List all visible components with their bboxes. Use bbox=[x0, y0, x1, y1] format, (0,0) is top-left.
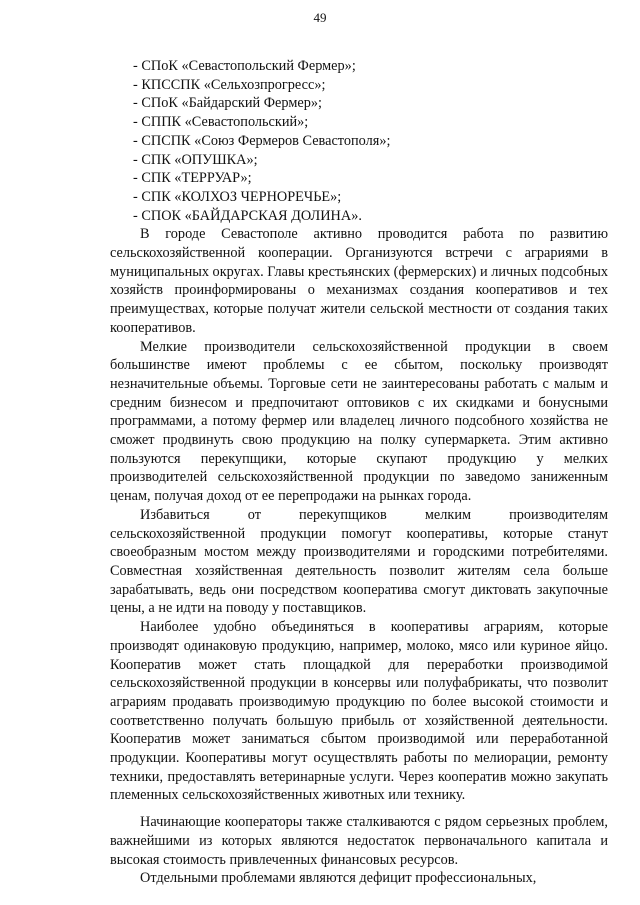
paragraph-other-problems: Отдельными проблемами являются дефицит профессиональных, bbox=[140, 870, 537, 887]
list-item: - СПК «ОПУШКА»; bbox=[133, 151, 258, 168]
list-item: - СПОК «БАЙДАРСКАЯ ДОЛИНА». bbox=[133, 207, 362, 224]
paragraph-sevastopol-work: В городе Севастополе активно проводится работа по развитию сельскохозяйственной кооперации. Организуются встречи с аграриями в муниципальных округах. Главы крестьянских (фермерских) и личных подсобных хозяйств проинформированы о механизмах создания кооперативов и тех преимуществах, которые получат жители сельской местности от создания таких кооперативов. bbox=[110, 226, 608, 336]
page-content bbox=[110, 57, 608, 888]
list-item: - СПК «КОЛХОЗ ЧЕРНОРЕЧЬЕ»; bbox=[133, 188, 342, 205]
list-item: - СПоК «Севастопольский Фермер»; bbox=[133, 58, 356, 74]
page-number: 49 bbox=[313, 10, 327, 25]
list-item: - СПК «ТЕРРУАР»; bbox=[133, 170, 252, 187]
list-item: - СПСПК «Союз Фермеров Севастополя»; bbox=[133, 132, 391, 149]
paragraph-beginner-problems: Начинающие кооператоры также сталкиваются с рядом серьезных проблем, важнейшими из которых являются недостаток первоначального капитала и высокая стоимость привлеченных финансовых ресурсов. bbox=[110, 814, 608, 868]
paragraph-resellers: Избавиться от перекупщиков мелким производителям сельскохозяйственной продукции помогут кооперативы, которые станут своеобразным мостом между производителями и городскими потребителями. Совместная хозяйственная деятельность позволит жителям села больше зарабатывать, ведь они посредством кооператива смогут диктовать закупочные цены, а не идти на поводу у поставщиков. bbox=[110, 506, 608, 617]
list-item: - КПССПК «Сельхозпрогресс»; bbox=[133, 76, 326, 93]
list-item: - СППК «Севастопольский»; bbox=[133, 114, 309, 131]
list-item: - СПоК «Байдарский Фермер»; bbox=[133, 95, 322, 112]
paragraph-small-producers: Мелкие производители сельскохозяйственной продукции в своем большинстве имеют проблемы с ее сбытом, поскольку производят незначительные объемы. Торговые сети не заинтересованы работать с малым и средним бизнесом и предпочитают оптовиков с их скидками и бонусными программами, а потому фермер или владелец личного подсобного хозяйства не сможет продвинуть свою продукцию на полку супермаркета. Этим активно пользуются перекупщики, которые скупают продукцию у мелких производителей сельскохозяйственной продукции по заведомо заниженным ценам, получая доход от ее перепродажи на рынках города. bbox=[110, 338, 608, 505]
cooperatives-list bbox=[110, 57, 608, 225]
paragraph-cooperative-benefits: Наиболее удобно объединяться в кооперативы аграриям, которые производят одинаковую продукцию, например, молоко, мясо или куриное яйцо. Кооператив может стать площадкой для переработки производимой сельскохозяйственной продукции в консервы или полуфабрикаты, что позволит аграриям продавать производимую продукцию по более высокой стоимости и соответственно получать большую прибыль от хозяйственной деятельности. Кооператив может заниматься сбытом производимой или переработанной продукции. Кооперативы могут осуществлять работы по мелиорации, ремонту техники, предоставлять ветеринарные услуги. Через кооператив можно закупать племенных сельскохозяйственных животных или технику. bbox=[110, 619, 608, 804]
